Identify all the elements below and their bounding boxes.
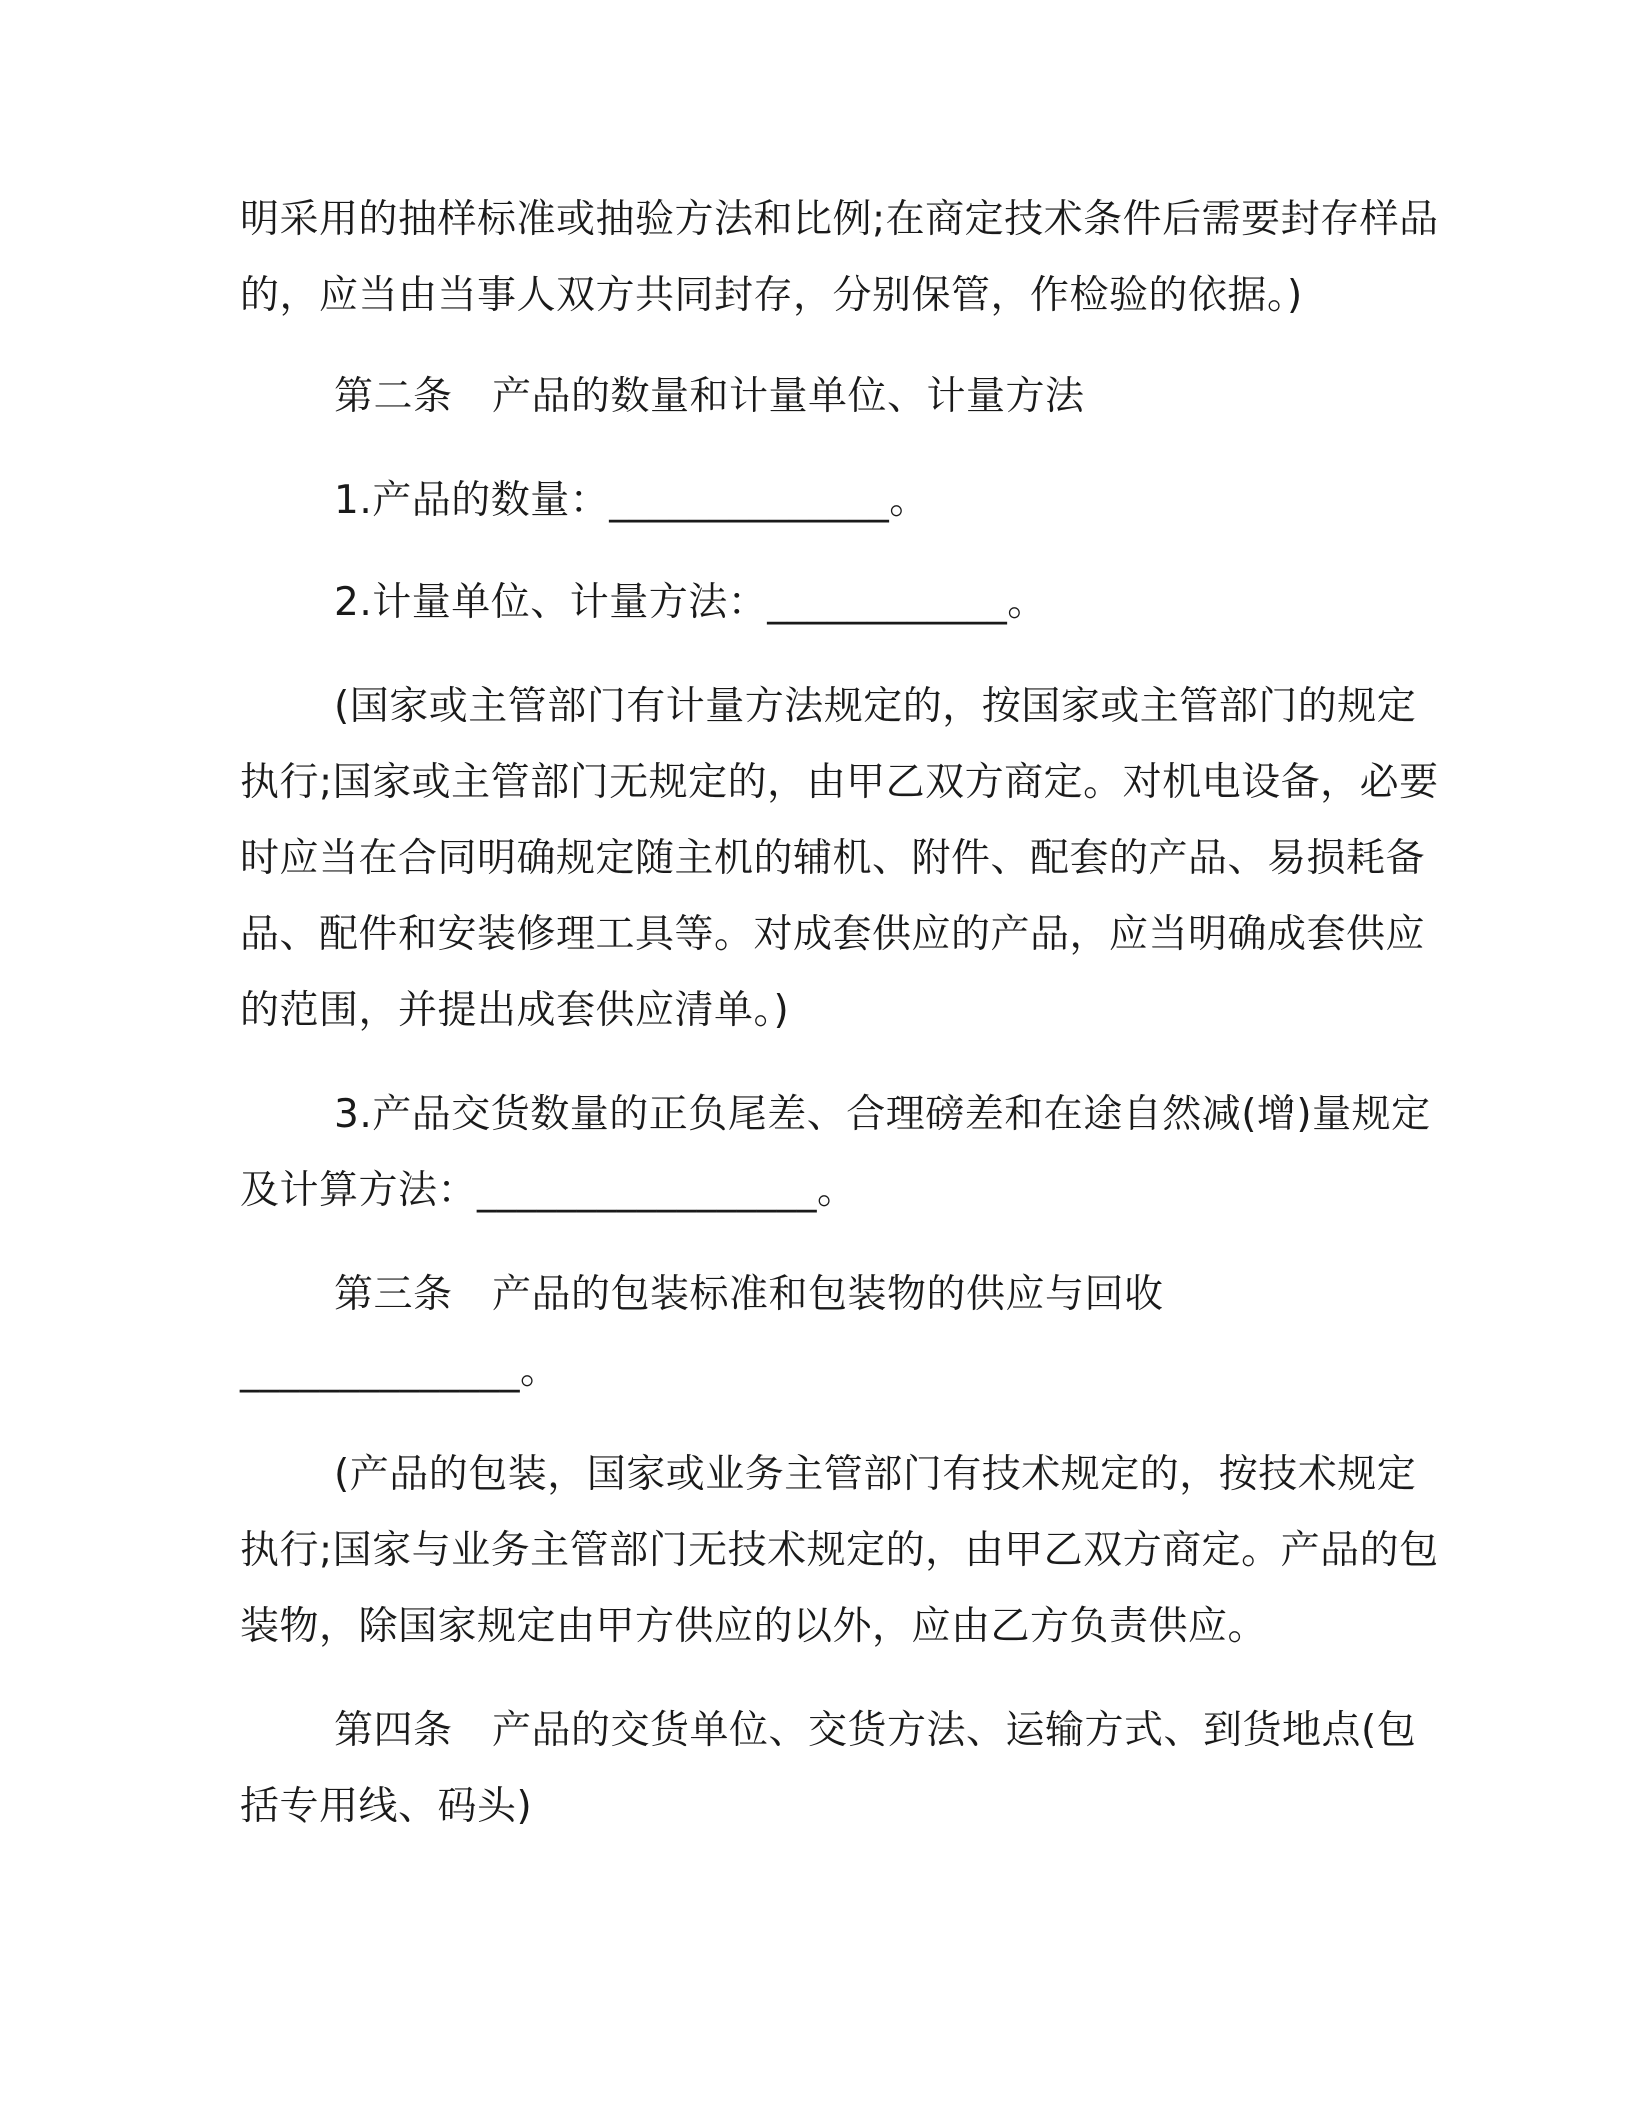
clause-line: 及计算方法：_________________。 bbox=[240, 1168, 857, 1213]
clause-line: 1.产品的数量：______________。 bbox=[334, 478, 929, 523]
clause-line: 3.产品交货数量的正负尾差、合理磅差和在途自然减(增)量规定 bbox=[334, 1092, 1431, 1137]
paragraph-line: 的，应当由当事人双方共同封存，分别保管，作检验的依据。) bbox=[240, 273, 1303, 318]
paragraph-line: 装物，除国家规定由甲方供应的以外，应由乙方负责供应。 bbox=[240, 1604, 1268, 1649]
paragraph-line: 的范围，并提出成套供应清单。) bbox=[240, 988, 790, 1033]
paragraph-line: 明采用的抽样标准或抽验方法和比例;在商定技术条件后需要封存样品 bbox=[240, 197, 1439, 242]
article-heading: 第四条 产品的交货单位、交货方法、运输方式、到货地点(包 bbox=[334, 1708, 1417, 1753]
paragraph-line: 执行;国家或主管部门无规定的，由甲乙双方商定。对机电设备，必要 bbox=[240, 760, 1439, 805]
article-heading: 第三条 产品的包装标准和包装物的供应与回收 bbox=[334, 1272, 1164, 1317]
article-heading: 第二条 产品的数量和计量单位、计量方法 bbox=[334, 374, 1085, 419]
clause-line: 2.计量单位、计量方法：____________。 bbox=[334, 580, 1047, 625]
paragraph-line: (国家或主管部门有计量方法规定的，按国家或主管部门的规定 bbox=[334, 684, 1417, 729]
paragraph-line: (产品的包装，国家或业务主管部门有技术规定的，按技术规定 bbox=[334, 1452, 1417, 1497]
blank-fill-line: ______________。 bbox=[240, 1348, 560, 1393]
article-heading: 括专用线、码头) bbox=[240, 1784, 533, 1829]
paragraph-line: 执行;国家与业务主管部门无技术规定的，由甲乙双方商定。产品的包 bbox=[240, 1528, 1439, 1573]
paragraph-line: 时应当在合同明确规定随主机的辅机、附件、配套的产品、易损耗备 bbox=[240, 836, 1426, 881]
paragraph-line: 品、配件和安装修理工具等。对成套供应的产品，应当明确成套供应 bbox=[240, 912, 1426, 957]
